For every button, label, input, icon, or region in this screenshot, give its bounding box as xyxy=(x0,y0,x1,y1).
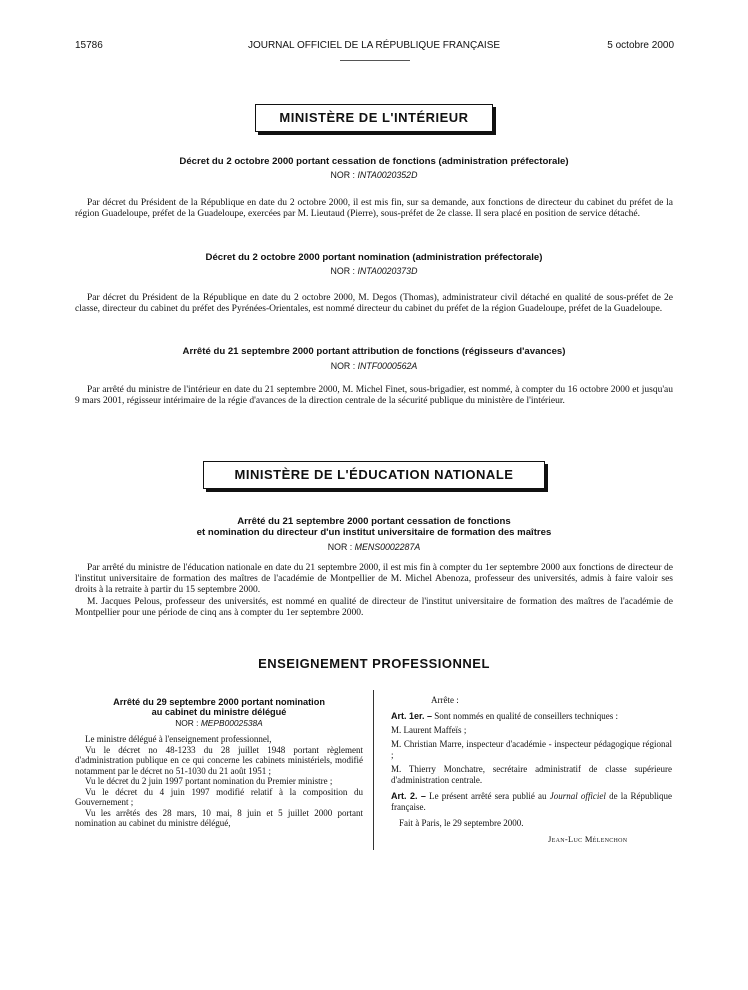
nor-label: NOR : xyxy=(327,542,355,552)
header-rule xyxy=(340,60,410,61)
article-2-label: Art. 2. – xyxy=(391,791,426,801)
arrete-education-text2: M. Jacques Pelous, professeur des universités, est nommé en qualité de directeur de l'institut universitaire de formation des maîtres de l'académie de Montpellier pour une période de cinq ans à compter du 1er septembre 2000. xyxy=(75,597,673,618)
journal-officiel-ref: Journal officiel xyxy=(549,791,606,801)
enseignement-left-column xyxy=(75,697,363,829)
visa-paragraph: Le ministre délégué à l'enseignement professionnel, xyxy=(85,734,272,744)
enseignement-title-line2: au cabinet du ministre délégué xyxy=(151,707,287,717)
ministry-interieur-heading: MINISTÈRE DE L'INTÉRIEUR xyxy=(255,104,493,132)
nor-code: INTF0000562A xyxy=(357,361,418,371)
article-1-label: Art. 1er. – xyxy=(391,711,433,721)
enseignement-title-line1: Arrêté du 29 septembre 2000 portant nomination xyxy=(113,697,325,707)
nominee-item: M. Laurent Maffeïs ; xyxy=(391,725,467,735)
arrete-interieur-nor xyxy=(75,361,673,371)
decree2-nor xyxy=(75,266,673,276)
visa-paragraph: Vu les arrêtés des 28 mars, 10 mai, 8 juin et 5 juillet 2000 portant nomination au cabinet du ministre délégué, xyxy=(75,807,363,828)
arrete-interieur-text: Par arrêté du ministre de l'intérieur en date du 21 septembre 2000, M. Michel Finet, sous-brigadier, est nommé, à compter du 16 octobre 2000 et jusqu'au 9 mars 2001, régisseur intérimaire de la régie d'avances de la direction centrale de la sécurité publique du ministère de l'intérieur. xyxy=(75,385,673,406)
visa-paragraph: Vu le décret du 4 juin 1997 modifié relatif à la composition du Gouvernement ; xyxy=(75,786,363,807)
arrete-word: Arrête : xyxy=(431,695,459,705)
enseignement-right-column xyxy=(391,695,672,829)
column-divider xyxy=(373,690,374,850)
article-1-text: Sont nommés en qualité de conseillers techniques : xyxy=(432,711,618,721)
nor-code: MENS0002287A xyxy=(354,542,421,552)
nor-code: INTA0020352D xyxy=(357,170,418,180)
decree2-text: Par décret du Président de la République en date du 2 octobre 2000, M. Degos (Thomas), administrateur civil détaché en qualité de sous-préfet de 2e classe, directeur du cabinet du préfet des Pyrénées-Orientales, est nommé directeur du cabinet du préfet de la région Guadeloupe, préfet de la Guadeloupe. xyxy=(75,293,673,314)
nor-label: NOR : xyxy=(330,266,358,276)
issue-date: 5 octobre 2000 xyxy=(607,40,674,51)
nor-code: INTA0020373D xyxy=(357,266,418,276)
article-1 xyxy=(391,711,672,722)
decree1-text: Par décret du Président de la République en date du 2 octobre 2000, il est mis fin, sur sa demande, aux fonctions de directeur du cabinet du préfet de la région Guadeloupe, préfet de la Guadeloupe, exercées par M. Lieutaud (Pierre), sous-préfet de 2e classe. Il sera placé en position de service détaché. xyxy=(75,198,673,219)
signature: Jean-Luc Mélenchon xyxy=(548,834,628,844)
article-2-text-before: Le présent arrêté sera publié au xyxy=(425,791,550,801)
nominee-item: M. Christian Marre, inspecteur d'académie - inspecteur pédagogique régional ; xyxy=(391,739,672,760)
ministry-education-heading: MINISTÈRE DE L'ÉDUCATION NATIONALE xyxy=(203,461,545,489)
nor-label: NOR : xyxy=(330,170,358,180)
nor-label: NOR : xyxy=(175,718,201,728)
arrete-education-title-line2: et nomination du directeur d'un institut universitaire de formation des maîtres xyxy=(196,527,552,538)
article-2-text-after: de la République française. xyxy=(391,791,672,812)
nor-code: MEPB0002538A xyxy=(200,718,263,728)
journal-title: JOURNAL OFFICIEL DE LA RÉPUBLIQUE FRANÇAISE xyxy=(247,40,501,51)
page-number: 15786 xyxy=(75,40,103,51)
nominee-item: M. Thierry Monchatre, secrétaire administratif de classe supérieure d'administration centrale. xyxy=(391,764,672,785)
enseignement-nor xyxy=(75,718,363,728)
fait-a-paris: Fait à Paris, le 29 septembre 2000. xyxy=(399,818,524,828)
arrete-interieur-title: Arrêté du 21 septembre 2000 portant attribution de fonctions (régisseurs d'avances) xyxy=(182,346,566,357)
arrete-education-nor xyxy=(75,542,673,552)
enseignement-heading: ENSEIGNEMENT PROFESSIONNEL xyxy=(258,656,490,671)
visa-paragraph: Vu le décret no 48-1233 du 28 juillet 1948 portant règlement d'administration publique en ce qui concerne les cabinets ministériels, modifié notamment par le décret no 51-1030 du 21 août 1951 ; xyxy=(75,744,363,776)
arrete-education-text1: Par arrêté du ministre de l'éducation nationale en date du 21 septembre 2000, il est mis fin à compter du 1er septembre 2000 aux fonctions de directeur de l'institut universitaire de formation des maîtres de l'académie de Montpellier de M. Michel Abenoza, professeur des universités, admis à faire valoir ses droits à la retraite à partir du 15 septembre 2000. xyxy=(75,563,673,595)
visa-paragraph: Vu le décret du 2 juin 1997 portant nomination du Premier ministre ; xyxy=(85,776,333,786)
decree2-title: Décret du 2 octobre 2000 portant nomination (administration préfectorale) xyxy=(205,252,543,263)
article-2 xyxy=(391,791,672,813)
decree1-title: Décret du 2 octobre 2000 portant cessation de fonctions (administration préfectorale) xyxy=(179,156,569,167)
nor-label: NOR : xyxy=(330,361,358,371)
decree1-nor xyxy=(75,170,673,180)
arrete-education-title-line1: Arrêté du 21 septembre 2000 portant cessation de fonctions xyxy=(237,516,511,527)
